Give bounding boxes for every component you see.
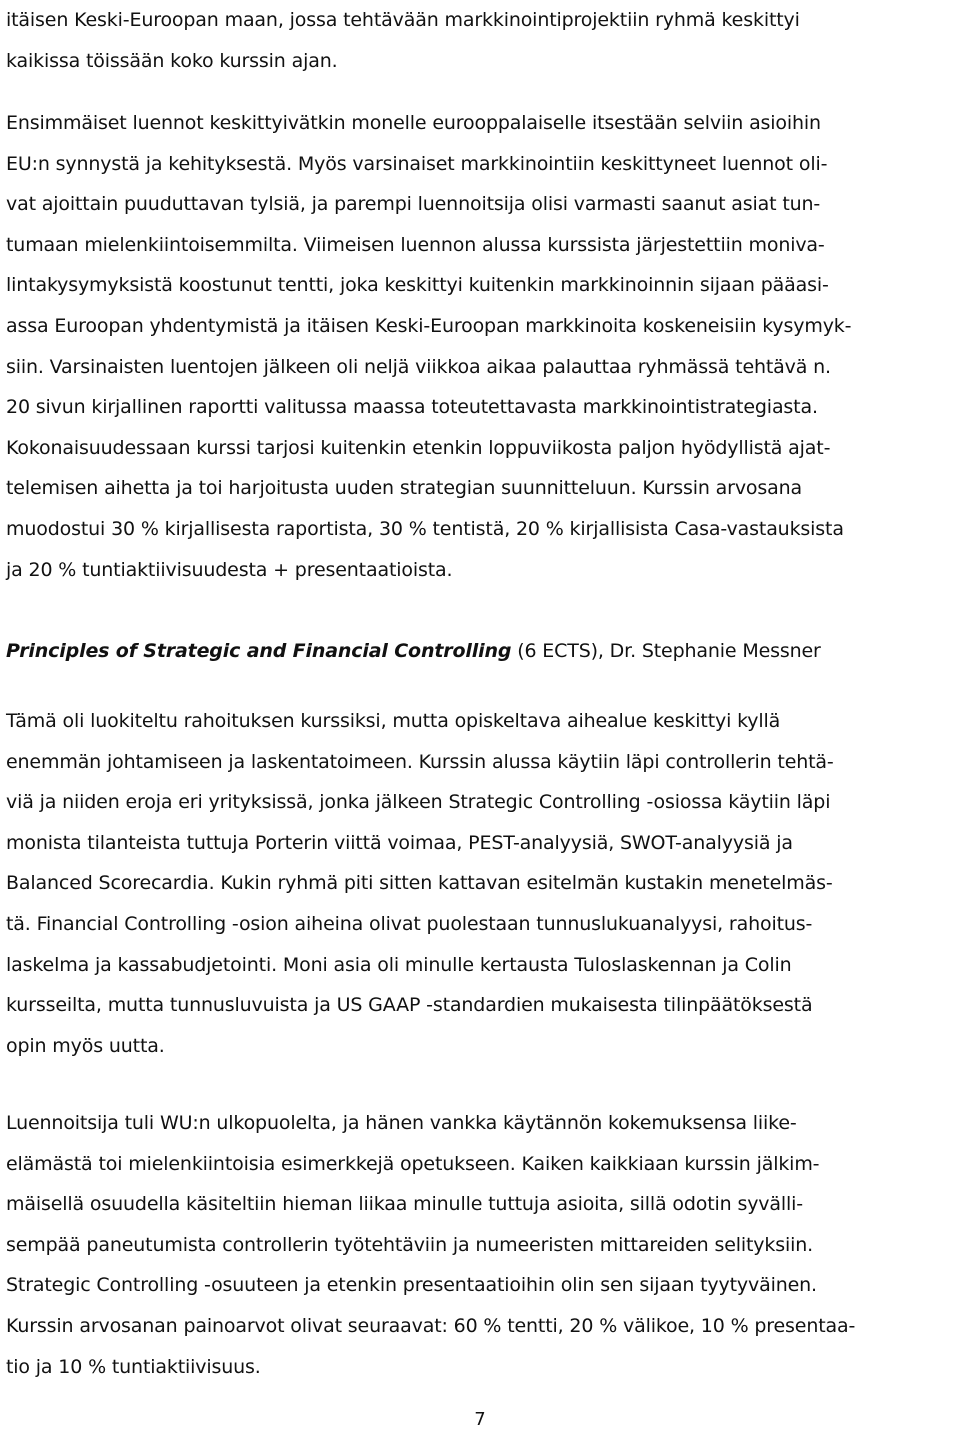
paragraph-2-line: assa Euroopan yhdentymistä ja itäisen Keski-Euroopan markkinoita koskeneisiin kysymyk-: [6, 314, 852, 337]
paragraph-1-line: kaikissa töissään koko kurssin ajan.: [6, 49, 338, 72]
course-heading-line: [6, 631, 954, 671]
paragraph-3-line: tä. Financial Controlling -osion aiheina olivat puolestaan tunnuslukuanalyysi, rahoitus-: [6, 912, 813, 935]
paragraph-3-line: Tämä oli luokiteltu rahoituksen kurssiksi, mutta opiskeltava aihealue keskittyi kyllä: [6, 710, 781, 732]
page-number: 7: [474, 1409, 486, 1430]
course-heading: [6, 631, 954, 671]
paragraph-4-line: Luennoitsija tuli WU:n ulkopuolelta, ja hänen vankka käytännön kokemuksensa liike-: [6, 1112, 797, 1134]
paragraph-2-line: Kokonaisuudessaan kurssi tarjosi kuitenkin etenkin loppuviikosta paljon hyödyllistä ajat-: [6, 436, 831, 459]
paragraph-2-line: ja 20 % tuntiaktiivisuudesta + presentaatioista.: [6, 558, 453, 581]
paragraph-4-line: elämästä toi mielenkiintoisia esimerkkejä opetukseen. Kaiken kaikkiaan kurssin jälkim-: [6, 1152, 820, 1175]
paragraph-3-line: monista tilanteista tuttuja Porterin viittä voimaa, PEST-analyysiä, SWOT-analyysiä ja: [6, 831, 793, 854]
paragraph-4-line: sempää paneutumista controllerin työtehtäviin ja numeeristen mittareiden selityksiin.: [6, 1233, 814, 1256]
paragraph-3-line: enemmän johtamiseen ja laskentatoimeen. Kurssin alussa käytiin läpi controllerin tehtä-: [6, 750, 834, 773]
paragraph-3-line: Balanced Scorecardia. Kukin ryhmä piti sitten kattavan esitelmän kustakin menetelmäs-: [6, 872, 833, 895]
paragraph-3-line: opin myös uutta.: [6, 1034, 165, 1057]
course-details: (6 ECTS), Dr. Stephanie Messner: [511, 640, 821, 662]
paragraph-3: [6, 701, 954, 1066]
paragraph-2-line: Ensimmäiset luennot keskittyivätkin monelle eurooppalaiselle itsestään selviin asioihin: [6, 112, 821, 134]
paragraph-3-line: laskelma ja kassabudjetointi. Moni asia oli minulle kertausta Tuloslaskennan ja Colin: [6, 953, 792, 976]
paragraph-2-line: siin. Varsinaisten luentojen jälkeen oli neljä viikkoa aikaa palauttaa ryhmässä tehtävä n.: [6, 355, 831, 378]
paragraph-2-line: tumaan mielenkiintoisemmilta. Viimeisen luennon alussa kurssista järjestettiin moniva-: [6, 233, 825, 256]
paragraph-2-line: telemisen aihetta ja toi harjoitusta uuden strategian suunnitteluun. Kurssin arvosana: [6, 477, 803, 500]
paragraph-4-line: Strategic Controlling -osuuteen ja etenkin presentaatioihin olin sen sijaan tyytyväinen.: [6, 1274, 817, 1297]
paragraph-1-line: itäisen Keski-Euroopan maan, jossa tehtävään markkinointiprojektiin ryhmä keskittyi: [6, 9, 800, 31]
paragraph-2-line: 20 sivun kirjallinen raportti valitussa maassa toteutettavasta markkinointistrategiasta.: [6, 396, 818, 419]
paragraph-4-line: mäisellä osuudella käsiteltiin hieman liikaa minulle tuttuja asioita, sillä odotin syvälli-: [6, 1193, 803, 1216]
paragraph-1: [6, 0, 954, 81]
paragraph-4-line: Kurssin arvosanan painoarvot olivat seuraavat: 60 % tentti, 20 % välikoe, 10 % presentaa-: [6, 1314, 856, 1337]
paragraph-2: [6, 103, 954, 590]
paragraph-3-line: viä ja niiden eroja eri yrityksissä, jonka jälkeen Strategic Controlling -osiossa käytiin läpi: [6, 791, 831, 814]
paragraph-4: [6, 1103, 954, 1387]
paragraph-2-line: vat ajoittain puuduttavan tylsiä, ja parempi luennoitsija olisi varmasti saanut asiat tun-: [6, 193, 821, 216]
course-title: Principles of Strategic and Financial Controlling: [6, 640, 512, 662]
paragraph-3-line: kursseilta, mutta tunnusluvuista ja US GAAP -standardien mukaisesta tilinpäätöksestä: [6, 994, 813, 1017]
paragraph-2-line: EU:n synnystä ja kehityksestä. Myös varsinaiset markkinointiin keskittyneet luennot oli-: [6, 152, 828, 175]
paragraph-2-line: muodostui 30 % kirjallisesta raportista, 30 % tentistä, 20 % kirjallisista Casa-vastauksista: [6, 517, 844, 540]
paragraph-2-line: lintakysymyksistä koostunut tentti, joka keskittyi kuitenkin markkinoinnin sijaan pääasi-: [6, 274, 829, 297]
paragraph-4-line: tio ja 10 % tuntiaktiivisuus.: [6, 1355, 261, 1378]
